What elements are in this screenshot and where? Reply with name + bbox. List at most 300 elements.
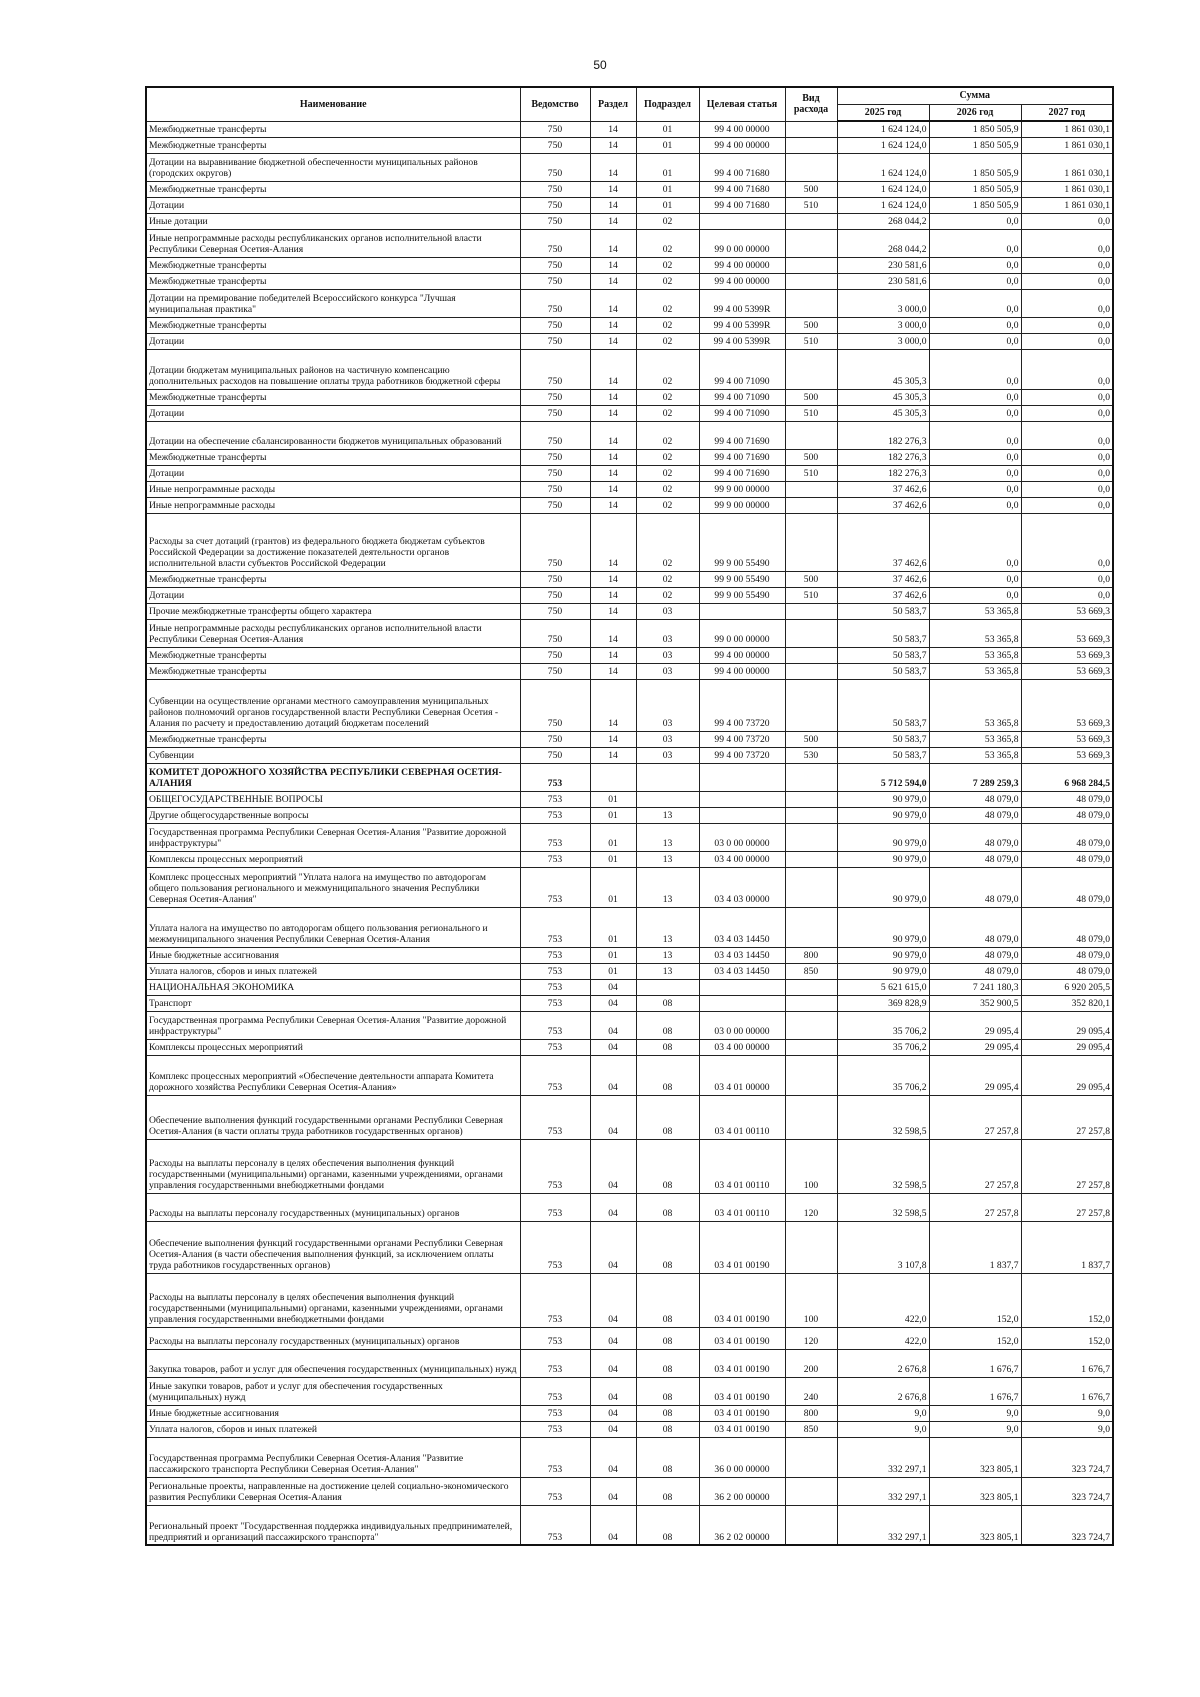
row-podrazdel: 03: [636, 619, 699, 647]
row-vedomstvo: 753: [520, 1193, 590, 1221]
row-vedomstvo: 753: [520, 979, 590, 995]
row-razdel: 01: [590, 791, 636, 807]
row-vedomstvo: 750: [520, 349, 590, 389]
row-sum-2026: 48 079,0: [929, 907, 1021, 947]
row-sum-2025: 37 462,6: [837, 513, 929, 571]
row-sum-2025: 422,0: [837, 1273, 929, 1327]
row-vid: 100: [785, 1273, 837, 1327]
row-name: Государственная программа Республики Северная Осетия-Алания "Развитие пассажирского транспорта Республики Северная Осетия-Алания": [146, 1437, 520, 1477]
row-podrazdel: 01: [636, 121, 699, 137]
row-sum-2026: 323 805,1: [929, 1505, 1021, 1545]
row-vedomstvo: 753: [520, 1095, 590, 1139]
table-row: [146, 1011, 1113, 1039]
table-row: [146, 317, 1113, 333]
table-body: [146, 121, 1113, 1545]
table-row: [146, 229, 1113, 257]
table-row: [146, 995, 1113, 1011]
table-row: [146, 679, 1113, 731]
row-sum-2027: 0,0: [1021, 481, 1113, 497]
row-name: Дотации бюджетам муниципальных районов на частичную компенсацию дополнительных расходов на повышение оплаты труда работников бюджетной сферы: [146, 349, 520, 389]
row-vedomstvo: 753: [520, 907, 590, 947]
row-sum-2026: 0,0: [929, 449, 1021, 465]
row-podrazdel: 02: [636, 465, 699, 481]
row-sum-2027: 0,0: [1021, 587, 1113, 603]
row-sum-2027: 323 724,7: [1021, 1505, 1113, 1545]
table-row: [146, 979, 1113, 995]
row-razdel: 01: [590, 823, 636, 851]
row-vid: [785, 497, 837, 513]
row-name: Межбюджетные трансферты: [146, 273, 520, 289]
row-vedomstvo: 750: [520, 731, 590, 747]
row-vid: [785, 823, 837, 851]
row-name: Межбюджетные трансферты: [146, 647, 520, 663]
row-podrazdel: 13: [636, 823, 699, 851]
row-razdel: 04: [590, 1327, 636, 1349]
row-name: Иные дотации: [146, 213, 520, 229]
row-vid: 500: [785, 449, 837, 465]
row-name: Уплата налогов, сборов и иных платежей: [146, 1421, 520, 1437]
row-vid: [785, 153, 837, 181]
row-tselevaya: 99 4 00 73720: [699, 747, 785, 763]
row-podrazdel: 13: [636, 907, 699, 947]
table-row: [146, 1221, 1113, 1273]
table-row: [146, 333, 1113, 349]
row-tselevaya: [699, 807, 785, 823]
row-podrazdel: 02: [636, 571, 699, 587]
row-vid: [785, 137, 837, 153]
row-tselevaya: 99 4 00 5399R: [699, 289, 785, 317]
row-vid: [785, 647, 837, 663]
row-vid: [785, 121, 837, 137]
row-vedomstvo: 750: [520, 389, 590, 405]
header-razdel: Раздел: [590, 87, 636, 121]
table-row: [146, 807, 1113, 823]
row-sum-2027: 0,0: [1021, 449, 1113, 465]
row-sum-2026: 48 079,0: [929, 791, 1021, 807]
row-tselevaya: 99 9 00 55490: [699, 513, 785, 571]
table-row: [146, 257, 1113, 273]
table-row: [146, 619, 1113, 647]
table-row: [146, 389, 1113, 405]
row-tselevaya: 36 0 00 00000: [699, 1437, 785, 1477]
row-sum-2025: 1 624 124,0: [837, 197, 929, 213]
row-sum-2027: 29 095,4: [1021, 1011, 1113, 1039]
row-sum-2026: 152,0: [929, 1273, 1021, 1327]
row-vedomstvo: 750: [520, 481, 590, 497]
table-row: [146, 603, 1113, 619]
row-sum-2026: 48 079,0: [929, 963, 1021, 979]
row-razdel: 14: [590, 421, 636, 449]
row-sum-2026: 0,0: [929, 229, 1021, 257]
row-name: Уплата налогов, сборов и иных платежей: [146, 963, 520, 979]
row-sum-2027: 0,0: [1021, 333, 1113, 349]
row-podrazdel: 02: [636, 289, 699, 317]
row-tselevaya: 99 4 00 71090: [699, 389, 785, 405]
row-vedomstvo: 750: [520, 333, 590, 349]
row-razdel: 14: [590, 679, 636, 731]
row-tselevaya: 99 4 00 73720: [699, 679, 785, 731]
row-razdel: 14: [590, 481, 636, 497]
row-sum-2027: 1 676,7: [1021, 1349, 1113, 1377]
row-sum-2027: 48 079,0: [1021, 807, 1113, 823]
row-tselevaya: 03 4 03 14450: [699, 947, 785, 963]
row-tselevaya: 99 4 00 00000: [699, 273, 785, 289]
row-razdel: 01: [590, 907, 636, 947]
row-sum-2025: 37 462,6: [837, 587, 929, 603]
row-razdel: 14: [590, 333, 636, 349]
row-vedomstvo: 750: [520, 257, 590, 273]
row-sum-2025: 332 297,1: [837, 1437, 929, 1477]
row-tselevaya: 03 4 01 00190: [699, 1349, 785, 1377]
row-sum-2025: 50 583,7: [837, 663, 929, 679]
row-vedomstvo: 753: [520, 1327, 590, 1349]
row-vid: [785, 421, 837, 449]
row-sum-2027: 0,0: [1021, 389, 1113, 405]
row-name: Комплекс процессных мероприятий «Обеспечение деятельности аппарата Комитета дорожного хозяйства Республики Северная Осетия-Алания»: [146, 1055, 520, 1095]
table-row: [146, 497, 1113, 513]
row-tselevaya: 99 4 00 00000: [699, 647, 785, 663]
header-vid: Вид расхода: [785, 87, 837, 121]
row-sum-2025: 369 828,9: [837, 995, 929, 1011]
row-sum-2027: 0,0: [1021, 289, 1113, 317]
row-sum-2026: 9,0: [929, 1421, 1021, 1437]
row-vid: 500: [785, 181, 837, 197]
row-vid: [785, 995, 837, 1011]
row-sum-2026: 27 257,8: [929, 1095, 1021, 1139]
row-sum-2025: 50 583,7: [837, 619, 929, 647]
row-sum-2025: 90 979,0: [837, 823, 929, 851]
table-row: [146, 1139, 1113, 1193]
row-tselevaya: [699, 213, 785, 229]
row-razdel: 14: [590, 449, 636, 465]
row-podrazdel: 08: [636, 1405, 699, 1421]
table-row: [146, 763, 1113, 791]
row-name: Прочие межбюджетные трансферты общего характера: [146, 603, 520, 619]
row-vedomstvo: 753: [520, 1011, 590, 1039]
row-tselevaya: 03 4 00 00000: [699, 851, 785, 867]
row-sum-2026: 0,0: [929, 405, 1021, 421]
row-name: Дотации на выравнивание бюджетной обеспеченности муниципальных районов (городских округов): [146, 153, 520, 181]
table-row: [146, 1327, 1113, 1349]
row-podrazdel: 13: [636, 867, 699, 907]
row-sum-2026: 0,0: [929, 465, 1021, 481]
row-sum-2025: 5 621 615,0: [837, 979, 929, 995]
row-name: Расходы за счет дотаций (грантов) из федерального бюджета бюджетам субъектов Российской Федерации за достижение показателей деятельности органов исполнительной власти субъектов Российской Федерации: [146, 513, 520, 571]
row-vid: 510: [785, 587, 837, 603]
row-razdel: 14: [590, 213, 636, 229]
row-sum-2025: 45 305,3: [837, 349, 929, 389]
table-header: [146, 87, 1113, 121]
header-year-2027: 2027 год: [1021, 104, 1113, 121]
row-sum-2025: 32 598,5: [837, 1139, 929, 1193]
row-sum-2025: 332 297,1: [837, 1477, 929, 1505]
row-sum-2026: 7 289 259,3: [929, 763, 1021, 791]
row-razdel: 04: [590, 979, 636, 995]
row-vid: 500: [785, 571, 837, 587]
row-name: Иные бюджетные ассигнования: [146, 947, 520, 963]
row-razdel: 04: [590, 1095, 636, 1139]
row-vid: 530: [785, 747, 837, 763]
row-podrazdel: 08: [636, 1055, 699, 1095]
row-sum-2025: 3 107,8: [837, 1221, 929, 1273]
row-name: Дотации: [146, 587, 520, 603]
row-podrazdel: 08: [636, 1377, 699, 1405]
row-name: Расходы на выплаты персоналу государственных (муниципальных) органов: [146, 1193, 520, 1221]
row-sum-2026: 48 079,0: [929, 867, 1021, 907]
row-vid: 500: [785, 317, 837, 333]
row-sum-2027: 323 724,7: [1021, 1477, 1113, 1505]
table-row: [146, 1039, 1113, 1055]
row-sum-2026: 352 900,5: [929, 995, 1021, 1011]
row-vedomstvo: 753: [520, 1221, 590, 1273]
row-vid: 800: [785, 1405, 837, 1421]
row-tselevaya: 03 4 03 00000: [699, 867, 785, 907]
table-row: [146, 1405, 1113, 1421]
table-row: [146, 137, 1113, 153]
row-tselevaya: 99 4 00 71690: [699, 465, 785, 481]
table-row: [146, 213, 1113, 229]
row-vid: 200: [785, 1349, 837, 1377]
row-sum-2025: 37 462,6: [837, 481, 929, 497]
row-vedomstvo: 750: [520, 273, 590, 289]
row-name: КОМИТЕТ ДОРОЖНОГО ХОЗЯЙСТВА РЕСПУБЛИКИ СЕВЕРНАЯ ОСЕТИЯ-АЛАНИЯ: [146, 763, 520, 791]
row-name: Закупка товаров, работ и услуг для обеспечения государственных (муниципальных) нужд: [146, 1349, 520, 1377]
row-vedomstvo: 750: [520, 153, 590, 181]
row-tselevaya: 03 4 01 00190: [699, 1327, 785, 1349]
table-row: [146, 289, 1113, 317]
row-sum-2027: 0,0: [1021, 571, 1113, 587]
row-podrazdel: 02: [636, 349, 699, 389]
row-name: Дотации: [146, 333, 520, 349]
header-podrazdel: Подраздел: [636, 87, 699, 121]
row-sum-2026: 29 095,4: [929, 1011, 1021, 1039]
row-vid: [785, 1095, 837, 1139]
row-sum-2025: 35 706,2: [837, 1039, 929, 1055]
row-podrazdel: 02: [636, 257, 699, 273]
row-vid: 510: [785, 465, 837, 481]
row-sum-2027: 0,0: [1021, 421, 1113, 449]
row-razdel: 14: [590, 229, 636, 257]
row-razdel: 04: [590, 1139, 636, 1193]
row-name: Государственная программа Республики Северная Осетия-Алания "Развитие дорожной инфраструктуры": [146, 1011, 520, 1039]
row-sum-2026: 1 837,7: [929, 1221, 1021, 1273]
table-row: [146, 1477, 1113, 1505]
row-sum-2026: 1 850 505,9: [929, 121, 1021, 137]
row-tselevaya: 99 4 00 71090: [699, 349, 785, 389]
row-sum-2026: 0,0: [929, 513, 1021, 571]
row-sum-2025: 268 044,2: [837, 213, 929, 229]
table-row: [146, 731, 1113, 747]
table-row: [146, 907, 1113, 947]
row-podrazdel: [636, 763, 699, 791]
row-tselevaya: 03 4 00 00000: [699, 1039, 785, 1055]
row-vedomstvo: 750: [520, 465, 590, 481]
row-podrazdel: 08: [636, 1095, 699, 1139]
row-name: Иные непрограммные расходы республиканских органов исполнительной власти Республики Северная Осетия-Алания: [146, 619, 520, 647]
row-sum-2025: 230 581,6: [837, 257, 929, 273]
row-sum-2027: 53 669,3: [1021, 647, 1113, 663]
row-razdel: 14: [590, 571, 636, 587]
row-podrazdel: 08: [636, 1011, 699, 1039]
row-tselevaya: 03 0 00 00000: [699, 823, 785, 851]
row-name: Субвенции на осуществление органами местного самоуправления муниципальных районов полномочий органов государственной власти Республики Северная Осетия - Алания по расчету и предоставлению дотаций бюджетам поселений: [146, 679, 520, 731]
row-vid: [785, 1477, 837, 1505]
row-name: Уплата налога на имущество по автодорогам общего пользования регионального и межмуниципального значения Республики Северная Осетия-Алания: [146, 907, 520, 947]
row-vid: [785, 979, 837, 995]
row-sum-2027: 27 257,8: [1021, 1193, 1113, 1221]
row-name: Комплексы процессных мероприятий: [146, 1039, 520, 1055]
row-tselevaya: 99 0 00 00000: [699, 619, 785, 647]
row-sum-2025: 90 979,0: [837, 907, 929, 947]
row-razdel: 04: [590, 1349, 636, 1377]
table-row: [146, 647, 1113, 663]
row-sum-2025: 9,0: [837, 1421, 929, 1437]
row-sum-2026: 1 850 505,9: [929, 181, 1021, 197]
row-name: Дотации: [146, 465, 520, 481]
row-tselevaya: 03 4 01 00190: [699, 1421, 785, 1437]
row-name: Межбюджетные трансферты: [146, 449, 520, 465]
row-name: Расходы на выплаты персоналу в целях обеспечения выполнения функций государственными (муниципальными) органами, казенными учреждениями, органами управления государственными внебюджетными фондами: [146, 1273, 520, 1327]
row-vedomstvo: 750: [520, 213, 590, 229]
row-name: Транспорт: [146, 995, 520, 1011]
row-podrazdel: 01: [636, 137, 699, 153]
row-podrazdel: 08: [636, 1221, 699, 1273]
row-vedomstvo: 753: [520, 1139, 590, 1193]
row-name: Государственная программа Республики Северная Осетия-Алания "Развитие дорожной инфраструктуры": [146, 823, 520, 851]
row-sum-2025: 1 624 124,0: [837, 121, 929, 137]
row-podrazdel: 02: [636, 389, 699, 405]
row-name: Региональные проекты, направленные на достижение целей социально-экономического развития Республики Северная Осетия-Алания: [146, 1477, 520, 1505]
row-sum-2025: 1 624 124,0: [837, 137, 929, 153]
row-razdel: [590, 763, 636, 791]
row-sum-2025: 2 676,8: [837, 1349, 929, 1377]
row-razdel: 14: [590, 349, 636, 389]
row-vid: [785, 1055, 837, 1095]
row-vedomstvo: 750: [520, 137, 590, 153]
row-vid: [785, 513, 837, 571]
row-tselevaya: 03 4 01 00190: [699, 1377, 785, 1405]
table-row: [146, 1193, 1113, 1221]
row-podrazdel: 08: [636, 1349, 699, 1377]
row-razdel: 04: [590, 1221, 636, 1273]
row-sum-2027: 1 837,7: [1021, 1221, 1113, 1273]
row-vid: 510: [785, 197, 837, 213]
row-sum-2027: 352 820,1: [1021, 995, 1113, 1011]
row-name: Комплекс процессных мероприятий "Уплата налога на имущество по автодорогам общего пользования регионального и межмуниципального значения Республики Северная Осетия-Алания": [146, 867, 520, 907]
row-sum-2025: 1 624 124,0: [837, 153, 929, 181]
row-tselevaya: 99 4 00 5399R: [699, 317, 785, 333]
row-podrazdel: 03: [636, 603, 699, 619]
row-podrazdel: 08: [636, 1327, 699, 1349]
row-name: Дотации на премирование победителей Всероссийского конкурса "Лучшая муниципальная практика": [146, 289, 520, 317]
row-sum-2025: 268 044,2: [837, 229, 929, 257]
row-sum-2027: 53 669,3: [1021, 603, 1113, 619]
row-sum-2026: 7 241 180,3: [929, 979, 1021, 995]
row-sum-2027: 0,0: [1021, 513, 1113, 571]
row-sum-2026: 27 257,8: [929, 1139, 1021, 1193]
row-vid: [785, 679, 837, 731]
table-row: [146, 867, 1113, 907]
row-sum-2025: 3 000,0: [837, 289, 929, 317]
row-razdel: 14: [590, 465, 636, 481]
row-sum-2027: 29 095,4: [1021, 1039, 1113, 1055]
row-razdel: 04: [590, 1405, 636, 1421]
table-row: [146, 1377, 1113, 1405]
row-sum-2027: 29 095,4: [1021, 1055, 1113, 1095]
row-name: Межбюджетные трансферты: [146, 571, 520, 587]
row-sum-2026: 0,0: [929, 497, 1021, 513]
row-vid: [785, 213, 837, 229]
row-sum-2026: 53 365,8: [929, 679, 1021, 731]
row-sum-2026: 48 079,0: [929, 947, 1021, 963]
row-vid: [785, 289, 837, 317]
row-sum-2027: 1 861 030,1: [1021, 197, 1113, 213]
row-sum-2025: 37 462,6: [837, 497, 929, 513]
row-razdel: 01: [590, 851, 636, 867]
row-vid: [785, 1039, 837, 1055]
row-vid: 510: [785, 405, 837, 421]
row-sum-2027: 6 920 205,5: [1021, 979, 1113, 995]
row-sum-2026: 48 079,0: [929, 807, 1021, 823]
row-sum-2027: 1 861 030,1: [1021, 153, 1113, 181]
header-summa: Сумма: [837, 87, 1113, 104]
row-vedomstvo: 750: [520, 405, 590, 421]
row-sum-2025: 35 706,2: [837, 1055, 929, 1095]
row-sum-2025: 182 276,3: [837, 465, 929, 481]
row-podrazdel: [636, 791, 699, 807]
row-sum-2027: 48 079,0: [1021, 791, 1113, 807]
row-tselevaya: 99 4 00 00000: [699, 257, 785, 273]
row-sum-2025: 45 305,3: [837, 389, 929, 405]
table-row: [146, 449, 1113, 465]
row-sum-2025: 90 979,0: [837, 851, 929, 867]
row-sum-2026: 53 365,8: [929, 647, 1021, 663]
table-row: [146, 421, 1113, 449]
table-row: [146, 571, 1113, 587]
table-row: [146, 181, 1113, 197]
row-sum-2026: 1 850 505,9: [929, 153, 1021, 181]
row-razdel: 04: [590, 1039, 636, 1055]
row-razdel: 14: [590, 405, 636, 421]
row-razdel: 04: [590, 1193, 636, 1221]
row-razdel: 14: [590, 731, 636, 747]
row-sum-2027: 9,0: [1021, 1405, 1113, 1421]
row-sum-2027: 0,0: [1021, 465, 1113, 481]
table-row: [146, 823, 1113, 851]
row-sum-2025: 5 712 594,0: [837, 763, 929, 791]
row-name: Дотации на обеспечение сбалансированности бюджетов муниципальных образований: [146, 421, 520, 449]
row-vedomstvo: 750: [520, 647, 590, 663]
header-vedomstvo: Ведомство: [520, 87, 590, 121]
row-podrazdel: 08: [636, 1477, 699, 1505]
row-razdel: 14: [590, 181, 636, 197]
row-name: Межбюджетные трансферты: [146, 137, 520, 153]
row-sum-2027: 1 861 030,1: [1021, 137, 1113, 153]
row-vid: [785, 603, 837, 619]
row-name: Дотации: [146, 197, 520, 213]
row-tselevaya: 99 4 00 73720: [699, 731, 785, 747]
row-sum-2027: 0,0: [1021, 317, 1113, 333]
row-vedomstvo: 753: [520, 807, 590, 823]
row-vedomstvo: 753: [520, 995, 590, 1011]
row-sum-2025: 90 979,0: [837, 867, 929, 907]
row-podrazdel: 02: [636, 513, 699, 571]
row-tselevaya: 03 0 00 00000: [699, 1011, 785, 1039]
row-sum-2027: 1 676,7: [1021, 1377, 1113, 1405]
row-vid: 510: [785, 333, 837, 349]
row-sum-2026: 48 079,0: [929, 851, 1021, 867]
row-sum-2027: 6 968 284,5: [1021, 763, 1113, 791]
